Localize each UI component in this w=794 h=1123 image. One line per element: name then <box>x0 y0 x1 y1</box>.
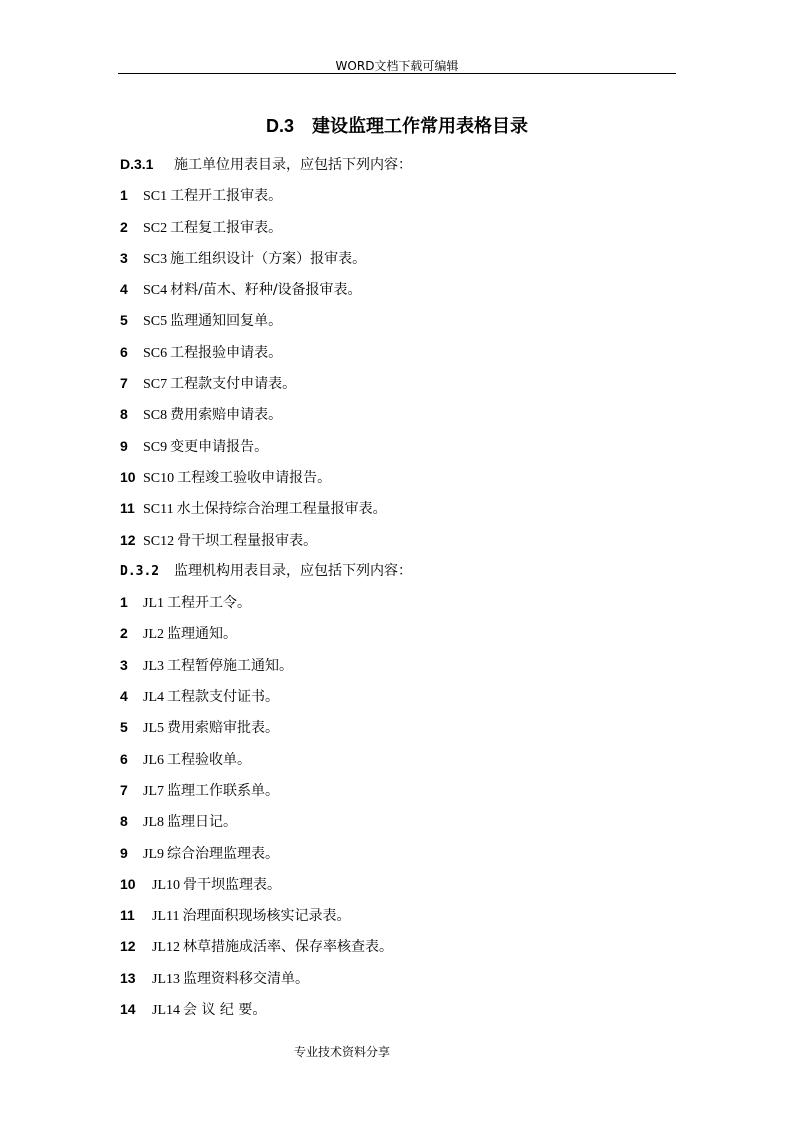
item-number: 7 <box>120 781 128 798</box>
item-number: 4 <box>120 281 128 298</box>
item-text: 治理面积现场核实记录表。 <box>182 908 351 925</box>
item-code: SC3 <box>143 251 168 267</box>
item-code: SC6 <box>143 345 168 361</box>
list-item <box>120 681 680 712</box>
section-text: 监理机构用表目录，应包括下列内容： <box>174 562 412 579</box>
item-code: JL2 <box>143 627 164 643</box>
list-item <box>120 806 680 837</box>
item-number: 8 <box>120 406 128 423</box>
item-code: JL12 <box>152 940 180 956</box>
list-item <box>120 337 680 368</box>
item-code: SC10 <box>143 470 175 486</box>
item-code: JL3 <box>143 658 164 674</box>
list-item <box>120 180 680 211</box>
item-number: 7 <box>120 375 128 392</box>
item-number: 10 <box>120 468 136 485</box>
item-text: 监理资料移交清单。 <box>183 970 309 987</box>
section-heading <box>120 149 680 180</box>
item-text: 骨干坝工程量报审表。 <box>177 532 318 549</box>
item-number: 13 <box>120 969 136 986</box>
item-text: 监理日记。 <box>167 814 237 831</box>
item-number: 6 <box>120 343 128 360</box>
item-number: 5 <box>120 719 128 736</box>
list-item <box>120 493 680 524</box>
item-number: 4 <box>120 688 128 705</box>
list-item <box>120 900 680 931</box>
item-text: 费用索赔申请表。 <box>170 407 283 424</box>
section1-list <box>120 180 680 556</box>
list-item <box>120 274 680 305</box>
section-heading <box>120 556 680 587</box>
list-item <box>120 618 680 649</box>
item-number: 6 <box>120 750 128 767</box>
list-item <box>120 431 680 462</box>
item-code: JL6 <box>143 752 164 768</box>
item-text: 监理工作联系单。 <box>167 782 279 799</box>
item-number: 1 <box>120 187 128 204</box>
item-number: 12 <box>120 938 136 955</box>
section-text: 施工单位用表目录，应包括下列内容： <box>174 157 412 173</box>
list-item <box>120 212 680 243</box>
item-code: JL7 <box>143 783 164 799</box>
item-number: 8 <box>120 813 128 830</box>
item-text: 施工组织设计（方案）报审表。 <box>170 250 367 267</box>
list-item <box>120 650 680 681</box>
list-item <box>120 931 680 962</box>
header-divider <box>118 73 676 74</box>
item-text: 林草措施成活率、保存率核查表。 <box>183 939 393 956</box>
item-code: JL11 <box>152 909 180 925</box>
item-code: JL5 <box>143 721 164 737</box>
item-number: 11 <box>120 907 135 924</box>
item-text: 工程暂停施工通知。 <box>167 657 293 674</box>
item-text: 会 议 纪 要。 <box>183 1002 267 1019</box>
item-text: 工程款支付申请表。 <box>170 376 297 393</box>
item-code: JL14 <box>152 1003 180 1019</box>
item-text: 工程报验申请表。 <box>170 344 283 361</box>
item-text: 材料/苗木、籽种/设备报审表。 <box>170 282 362 299</box>
title-number: D.3 <box>265 116 294 136</box>
item-text: 工程款支付证书。 <box>167 689 279 706</box>
item-number: 5 <box>120 312 128 329</box>
item-number: 12 <box>120 531 136 548</box>
item-text: 水土保持综合治理工程量报审表。 <box>176 501 387 518</box>
item-text: 工程验收单。 <box>167 751 251 768</box>
item-code: SC4 <box>143 283 168 299</box>
document-title <box>0 112 794 138</box>
list-item <box>120 525 680 556</box>
item-number: 1 <box>120 594 128 611</box>
item-text: 费用索赔审批表。 <box>167 720 279 737</box>
item-code: JL1 <box>143 596 164 612</box>
item-text: 监理通知。 <box>167 626 237 643</box>
page-footer: 专业技术资料分享 <box>293 1045 390 1059</box>
document-body <box>120 149 680 1025</box>
item-text: 综合治理监理表。 <box>167 845 279 862</box>
page-header: WORD文档下载可编辑 <box>335 59 459 73</box>
title-text: 建设监理工作常用表格目录 <box>312 116 528 137</box>
item-code: SC11 <box>143 502 174 518</box>
section-number: D.3.2 <box>120 563 160 579</box>
list-item <box>120 838 680 869</box>
item-number: 9 <box>120 437 128 454</box>
list-item <box>120 462 680 493</box>
item-number: 2 <box>120 218 128 235</box>
item-text: 骨干坝监理表。 <box>183 876 281 893</box>
item-number: 14 <box>120 1001 136 1018</box>
item-text: 工程开工令。 <box>167 595 251 612</box>
item-number: 3 <box>120 249 128 266</box>
item-code: SC7 <box>143 377 168 393</box>
list-item <box>120 775 680 806</box>
item-code: SC12 <box>143 533 175 549</box>
list-item <box>120 243 680 274</box>
item-code: JL10 <box>152 877 180 893</box>
item-code: SC8 <box>143 408 168 424</box>
item-code: JL13 <box>152 971 180 987</box>
item-number: 11 <box>120 500 135 517</box>
item-text: 工程竣工验收申请报告。 <box>177 469 332 486</box>
item-code: SC5 <box>143 314 168 330</box>
list-item <box>120 368 680 399</box>
item-code: JL9 <box>143 846 164 862</box>
section-number: D.3.1 <box>120 156 154 172</box>
item-number: 3 <box>120 656 128 673</box>
section2-list <box>120 587 680 1025</box>
list-item <box>120 712 680 743</box>
list-item <box>120 305 680 336</box>
item-number: 10 <box>120 875 136 892</box>
list-item <box>120 869 680 900</box>
list-item <box>120 744 680 775</box>
item-code: JL8 <box>143 815 164 831</box>
item-number: 9 <box>120 844 128 861</box>
item-text: 变更申请报告。 <box>170 438 269 455</box>
item-text: 监理通知回复单。 <box>170 313 283 330</box>
list-item <box>120 963 680 994</box>
item-text: 工程开工报审表。 <box>170 188 283 205</box>
list-item <box>120 994 680 1025</box>
item-number: 2 <box>120 625 128 642</box>
item-text: 工程复工报审表。 <box>170 219 283 236</box>
list-item <box>120 587 680 618</box>
item-code: SC2 <box>143 220 168 236</box>
item-code: SC1 <box>143 189 168 205</box>
list-item <box>120 399 680 430</box>
item-code: SC9 <box>143 439 168 455</box>
item-code: JL4 <box>143 690 164 706</box>
